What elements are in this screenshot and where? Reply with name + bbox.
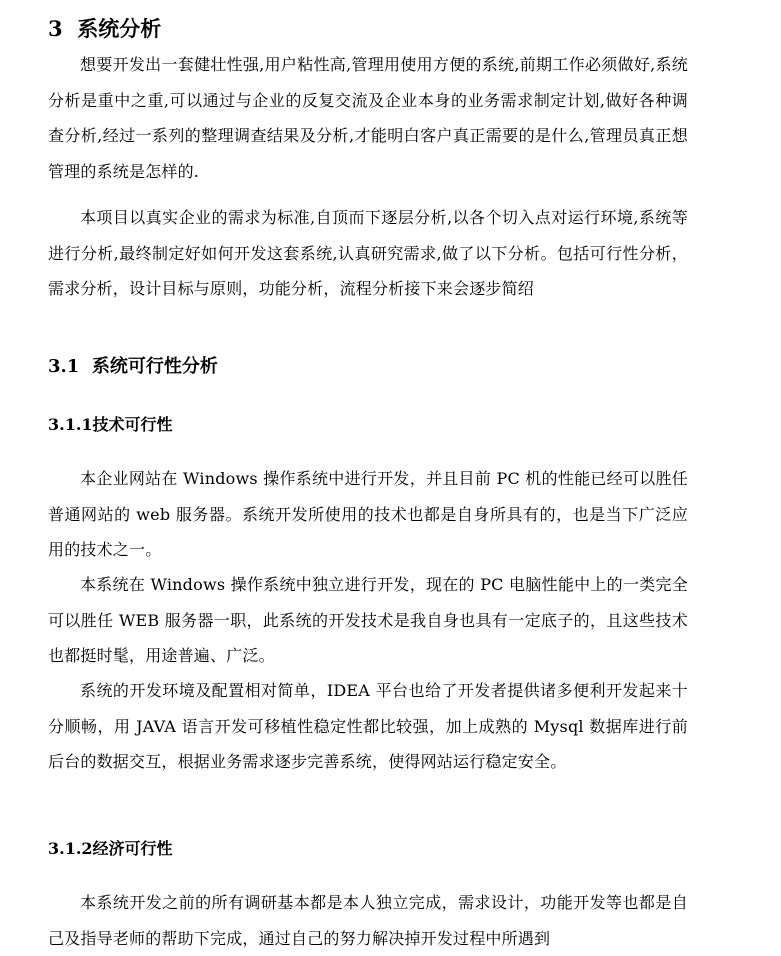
tech-feasibility-heading: 3.1.1技术可行性 bbox=[48, 415, 173, 434]
intro-paragraph-2: 本项目以真实企业的需求为标准,自顶而下逐层分析,以各个切入点对运行环境,系统等进行分析,最终制定好如何开发这套系统,认真研究需求,做了以下分析。包括可行性分析，需求分析，设计目标与原则，功能分析，流程分析接下来会逐步简绍 bbox=[48, 208, 688, 298]
tech-paragraph-2: 本系统在 Windows 操作系统中独立进行开发，现在的 PC 电脑性能中上的一类完全可以胜任 WEB 服务器一职，此系统的开发技术是我自身也具有一定底子的，且这些技术也都挺时髦，用途普遍、广泛。 bbox=[48, 575, 688, 665]
econ-feasibility-heading: 3.1.2经济可行性 bbox=[48, 839, 173, 858]
tech-paragraph-1: 本企业网站在 Windows 操作系统中进行开发，并且目前 PC 机的性能已经可以胜任普通网站的 web 服务器。系统开发所使用的技术也都是自身所具有的，也是当下广泛应用的技术之一。 bbox=[48, 469, 688, 559]
section-number: 3 bbox=[48, 16, 63, 41]
intro-paragraph-1: 想要开发出一套健壮性强,用户粘性高,管理用使用方便的系统,前期工作必须做好,系统分析是重中之重,可以通过与企业的反复交流及企业本身的业务需求制定计划,做好各种调查分析,经过一系列的整理调查结果及分析,才能明白客户真正需要的是什么,管理员真正想管理的系统是怎样的. bbox=[48, 55, 688, 181]
section-title: 系统分析 bbox=[77, 16, 162, 41]
subsection-heading bbox=[48, 352, 218, 382]
subsection-number: 3.1 bbox=[48, 356, 80, 377]
tech-paragraph-3: 系统的开发环境及配置相对简单，IDEA 平台也给了开发者提供诸多便利开发起来十分顺畅，用 JAVA 语言开发可移植性稳定性都比较强，加上成熟的 Mysql 数据库进行前后台的数据交互，根据业务需求逐步完善系统，使得网站运行稳定安全。 bbox=[48, 681, 688, 771]
subsection-title: 系统可行性分析 bbox=[91, 356, 218, 377]
econ-paragraph-1: 本系统开发之前的所有调研基本都是本人独立完成，需求设计，功能开发等也都是自己及指导老师的帮助下完成，通过自己的努力解决掉开发过程中所遇到 bbox=[48, 893, 688, 948]
section-heading bbox=[48, 13, 161, 45]
